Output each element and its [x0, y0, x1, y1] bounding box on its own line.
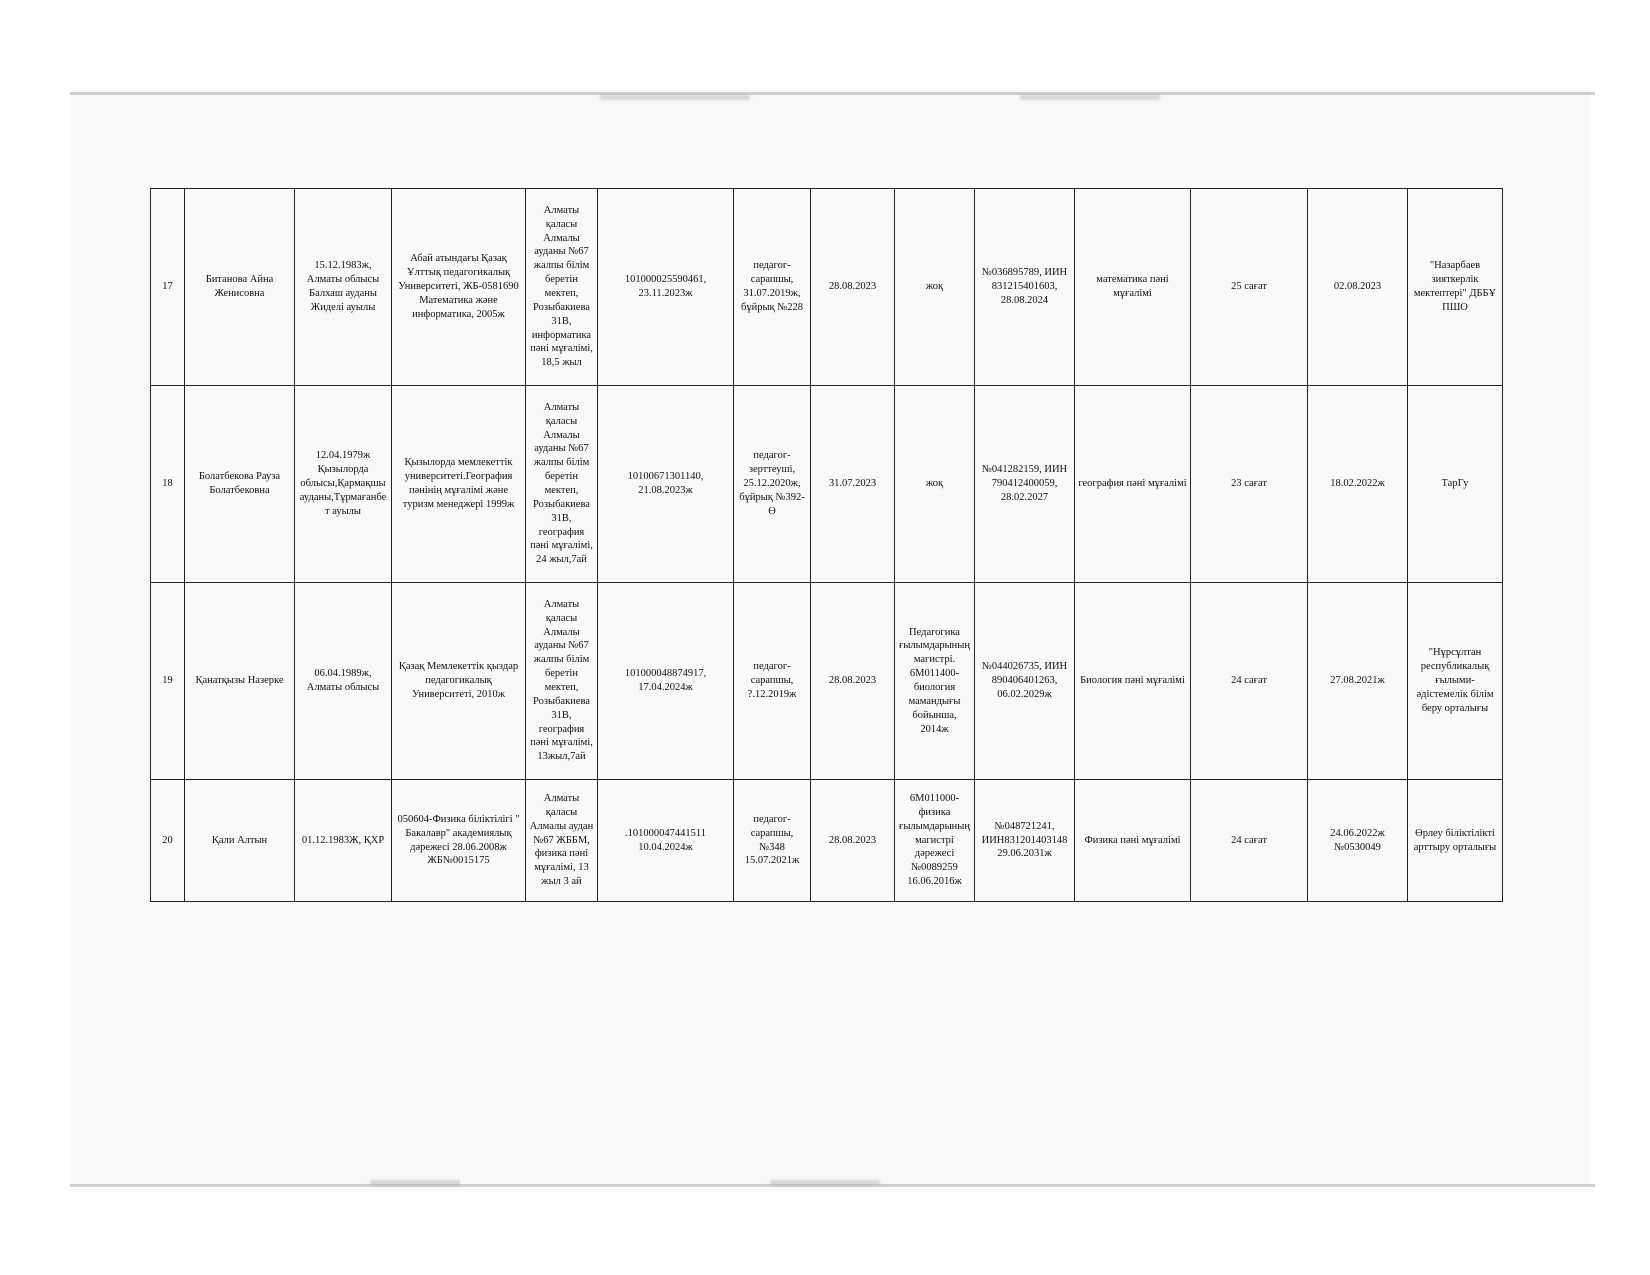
cell-birth: 01.12.1983Ж, ҚХР: [295, 780, 392, 902]
cell-degree: Педагогика ғылымдарының магистрі. 6М011400-биология мамандығы бойынша, 2014ж: [895, 583, 975, 780]
cell-hire-date: 28.08.2023: [811, 583, 895, 780]
cell-category: педагог-сарапшы, №348 15.07.2021ж: [734, 780, 811, 902]
cell-name: Болатбекова Рауза Болатбековна: [185, 386, 295, 583]
cell-birth: 06.04.1989ж, Алматы облысы: [295, 583, 392, 780]
table-row: [151, 189, 1503, 386]
scan-smudge: [770, 1180, 880, 1185]
cell-certificate: 101000048874917, 17.04.2024ж: [598, 583, 734, 780]
scan-smudge: [370, 1180, 460, 1185]
cell-hours: 23 сағат: [1191, 386, 1308, 583]
cell-no: 19: [151, 583, 185, 780]
cell-course-org: "Назарбаев зияткерлік мектептері" ДББҰ ПШО: [1408, 189, 1503, 386]
cell-course-org: Өрлеу біліктілікті арттыру орталығы: [1408, 780, 1503, 902]
cell-name: Битанова Айна Женисовна: [185, 189, 295, 386]
cell-course-org: "Нұрсұлтан республикалық ғылыми-әдістемелік білім беру орталығы: [1408, 583, 1503, 780]
cell-course-date: 27.08.2021ж: [1308, 583, 1408, 780]
cell-course-date: 18.02.2022ж: [1308, 386, 1408, 583]
cell-education: Қазақ Мемлекеттік қыздар педагогикалық Университеті, 2010ж: [392, 583, 526, 780]
cell-position: Физика пәні мұғалімі: [1075, 780, 1191, 902]
cell-education: 050604-Физика біліктілігі " Бакалавр" академиялық дәрежесі 28.06.2008ж ЖБ№0015175: [392, 780, 526, 902]
cell-id-doc: №041282159, ИИН 790412400059, 28.02.2027: [975, 386, 1075, 583]
cell-hire-date: 31.07.2023: [811, 386, 895, 583]
cell-certificate: .101000047441511 10.04.2024ж: [598, 780, 734, 902]
cell-certificate: 101000025590461, 23.11.2023ж: [598, 189, 734, 386]
cell-id-doc: №036895789, ИИН 831215401603, 28.08.2024: [975, 189, 1075, 386]
cell-no: 17: [151, 189, 185, 386]
cell-hire-date: 28.08.2023: [811, 780, 895, 902]
cell-position: математика пәні мұғалімі: [1075, 189, 1191, 386]
cell-education: Қызылорда мемлекеттік университеті.География пәнінің мұғалімі және туризм менеджері 1999ж: [392, 386, 526, 583]
cell-position: Биология пәні мұғалімі: [1075, 583, 1191, 780]
cell-workplace: Алматы қаласы Алмалы ауданы №67 жалпы білім беретін мектеп, Розыбакиева 31В, география пәні мұғалімі, 13жыл,7ай: [526, 583, 598, 780]
cell-hire-date: 28.08.2023: [811, 189, 895, 386]
cell-category: педагог-сарапшы, 31.07.2019ж, бұйрық №228: [734, 189, 811, 386]
cell-no: 20: [151, 780, 185, 902]
cell-name: Қанатқызы Назерке: [185, 583, 295, 780]
cell-course-date: 24.06.2022ж №0530049: [1308, 780, 1408, 902]
cell-category: педагог-сарапшы, ?.12.2019ж: [734, 583, 811, 780]
cell-degree: жоқ: [895, 189, 975, 386]
table-row: [151, 386, 1503, 583]
cell-workplace: Алматы қаласы Алмалы аудан №67 ЖББМ, физика пәні мұғалімі, 13 жыл 3 ай: [526, 780, 598, 902]
scan-top-edge-mark: [70, 92, 1595, 95]
cell-id-doc: №048721241, ИИН831201403148 29.06.2031ж: [975, 780, 1075, 902]
scan-smudge: [1020, 95, 1160, 100]
cell-education: Абай атындағы Қазақ Ұлттық педагогикалық Университеті, ЖБ-0581690 Математика және информатика, 2005ж: [392, 189, 526, 386]
cell-degree: 6М011000-физика ғылымдарының магистрі дәрежесі №0089259 16.06.2016ж: [895, 780, 975, 902]
cell-id-doc: №044026735, ИИН 890406401263, 06.02.2029ж: [975, 583, 1075, 780]
staff-table: [150, 188, 1503, 902]
cell-course-org: ТарГу: [1408, 386, 1503, 583]
cell-degree: жоқ: [895, 386, 975, 583]
cell-birth: 12.04.1979ж Қызылорда облысы,Қармақшы ауданы,Тұрмағанбет ауылы: [295, 386, 392, 583]
cell-workplace: Алматы қаласы Алмалы ауданы №67 жалпы білім беретін мектеп, Розыбакиева 31В, география пәні мұғалімі, 24 жыл,7ай: [526, 386, 598, 583]
cell-category: педагог-зерттеуші, 25.12.2020ж, бұйрық №392-Ө: [734, 386, 811, 583]
cell-birth: 15.12.1983ж, Алматы облысы Балхаш ауданы Жиделі ауылы: [295, 189, 392, 386]
table-row: [151, 583, 1503, 780]
cell-hours: 24 сағат: [1191, 780, 1308, 902]
scan-smudge: [600, 95, 750, 100]
cell-no: 18: [151, 386, 185, 583]
table-row: [151, 780, 1503, 902]
cell-certificate: 10100671301140, 21.08.2023ж: [598, 386, 734, 583]
cell-name: Қали Алтын: [185, 780, 295, 902]
cell-position: география пәні мұғалімі: [1075, 386, 1191, 583]
cell-course-date: 02.08.2023: [1308, 189, 1408, 386]
cell-hours: 25 сағат: [1191, 189, 1308, 386]
cell-workplace: Алматы қаласы Алмалы ауданы №67 жалпы білім беретін мектеп, Розыбакиева 31В, информатика пәні мұғалімі, 18,5 жыл: [526, 189, 598, 386]
cell-hours: 24 сағат: [1191, 583, 1308, 780]
